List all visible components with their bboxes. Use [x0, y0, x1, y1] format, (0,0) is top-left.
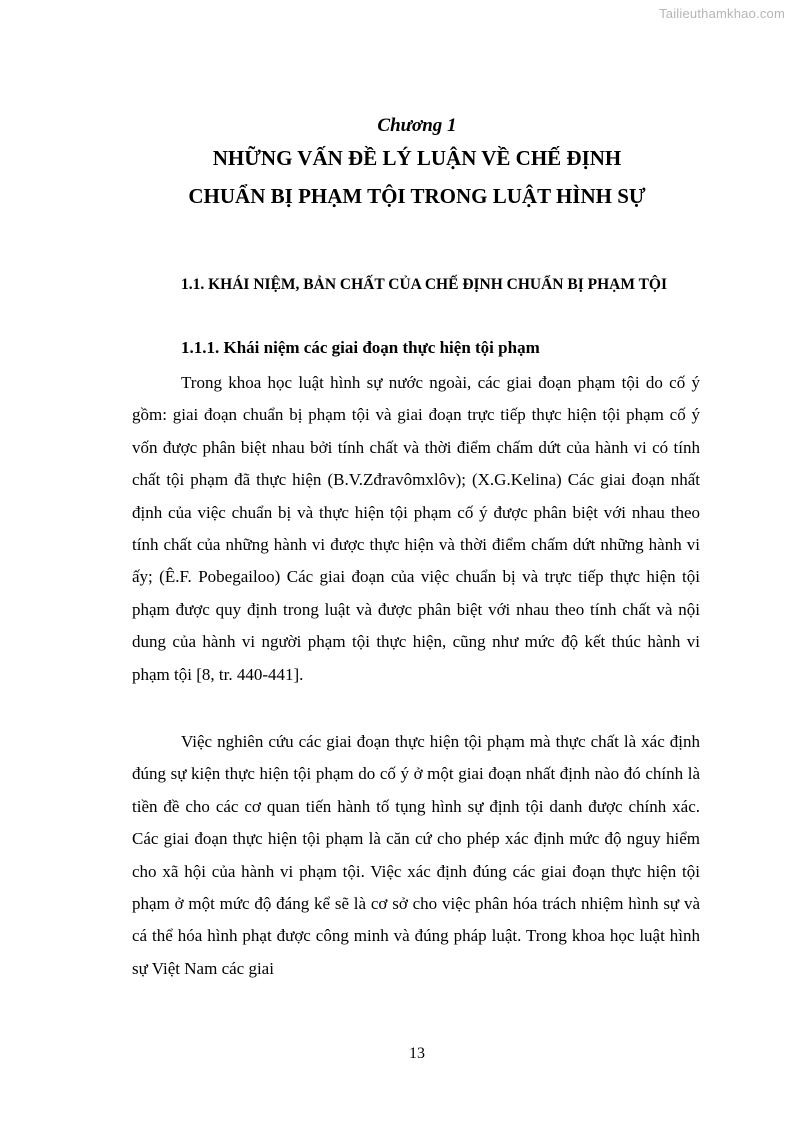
subsection-heading: 1.1.1. Khái niệm các giai đoạn thực hiện tội phạm	[181, 338, 540, 357]
chapter-title-line-1: NHỮNG VẤN ĐỀ LÝ LUẬN VỀ CHẾ ĐỊNH	[212, 146, 622, 170]
body-paragraph: Trong khoa học luật hình sự nước ngoài, các giai đoạn phạm tội do cố ý gồm: giai đoạn chuẩn bị phạm tội và giai đoạn trực tiếp thực hiện tội phạm cố ý vốn được phân biệt nhau bởi tính chất và thời điểm chấm dứt của hành vi có tính chất tội phạm đã thực hiện (B.V.Zđravômxlôv); (X.G.Kelina) Các giai đoạn nhất định của việc chuẩn bị và thực hiện tội phạm cố ý được phân biệt với nhau theo tính chất của những hành vi được thực hiện và thời điểm chấm dứt những hành vi ấy; (Ê.F. Pobegailoo) Các giai đoạn của việc chuẩn bị và trực tiếp thực hiện tội phạm được quy định trong luật và được phân biệt với nhau theo tính chất và nội dung của hành vi người phạm tội thực hiện, cũng như mức độ kết thúc hành vi phạm tội [8, tr. 440-441].	[132, 373, 700, 684]
chapter-title-line-2: CHUẨN BỊ PHẠM TỘI TRONG LUẬT HÌNH SỰ	[188, 184, 646, 208]
section-heading: 1.1. KHÁI NIỆM, BẢN CHẤT CỦA CHẾ ĐỊNH CHUẨN BỊ PHẠM TỘI	[181, 276, 667, 293]
chapter-label: Chương 1	[377, 115, 457, 136]
watermark-text: Tailieuthamkhao.com	[659, 6, 785, 21]
page-number: 13	[409, 1045, 425, 1062]
body-paragraph: Việc nghiên cứu các giai đoạn thực hiện tội phạm mà thực chất là xác định đúng sự kiện thực hiện tội phạm do cố ý ở một giai đoạn nhất định nào đó chính là tiền đề cho các cơ quan tiến hành tố tụng hình sự định tội danh được chính xác. Các giai đoạn thực hiện tội phạm là căn cứ cho phép xác định mức độ nguy hiểm cho xã hội của hành vi phạm tội. Việc xác định đúng các giai đoạn thực hiện tội phạm ở một mức độ đáng kể sẽ là cơ sở cho việc phân hóa trách nhiệm hình sự và cá thể hóa hình phạt được công minh và đúng pháp luật. Trong khoa học luật hình sự Việt Nam các giai	[132, 732, 700, 978]
